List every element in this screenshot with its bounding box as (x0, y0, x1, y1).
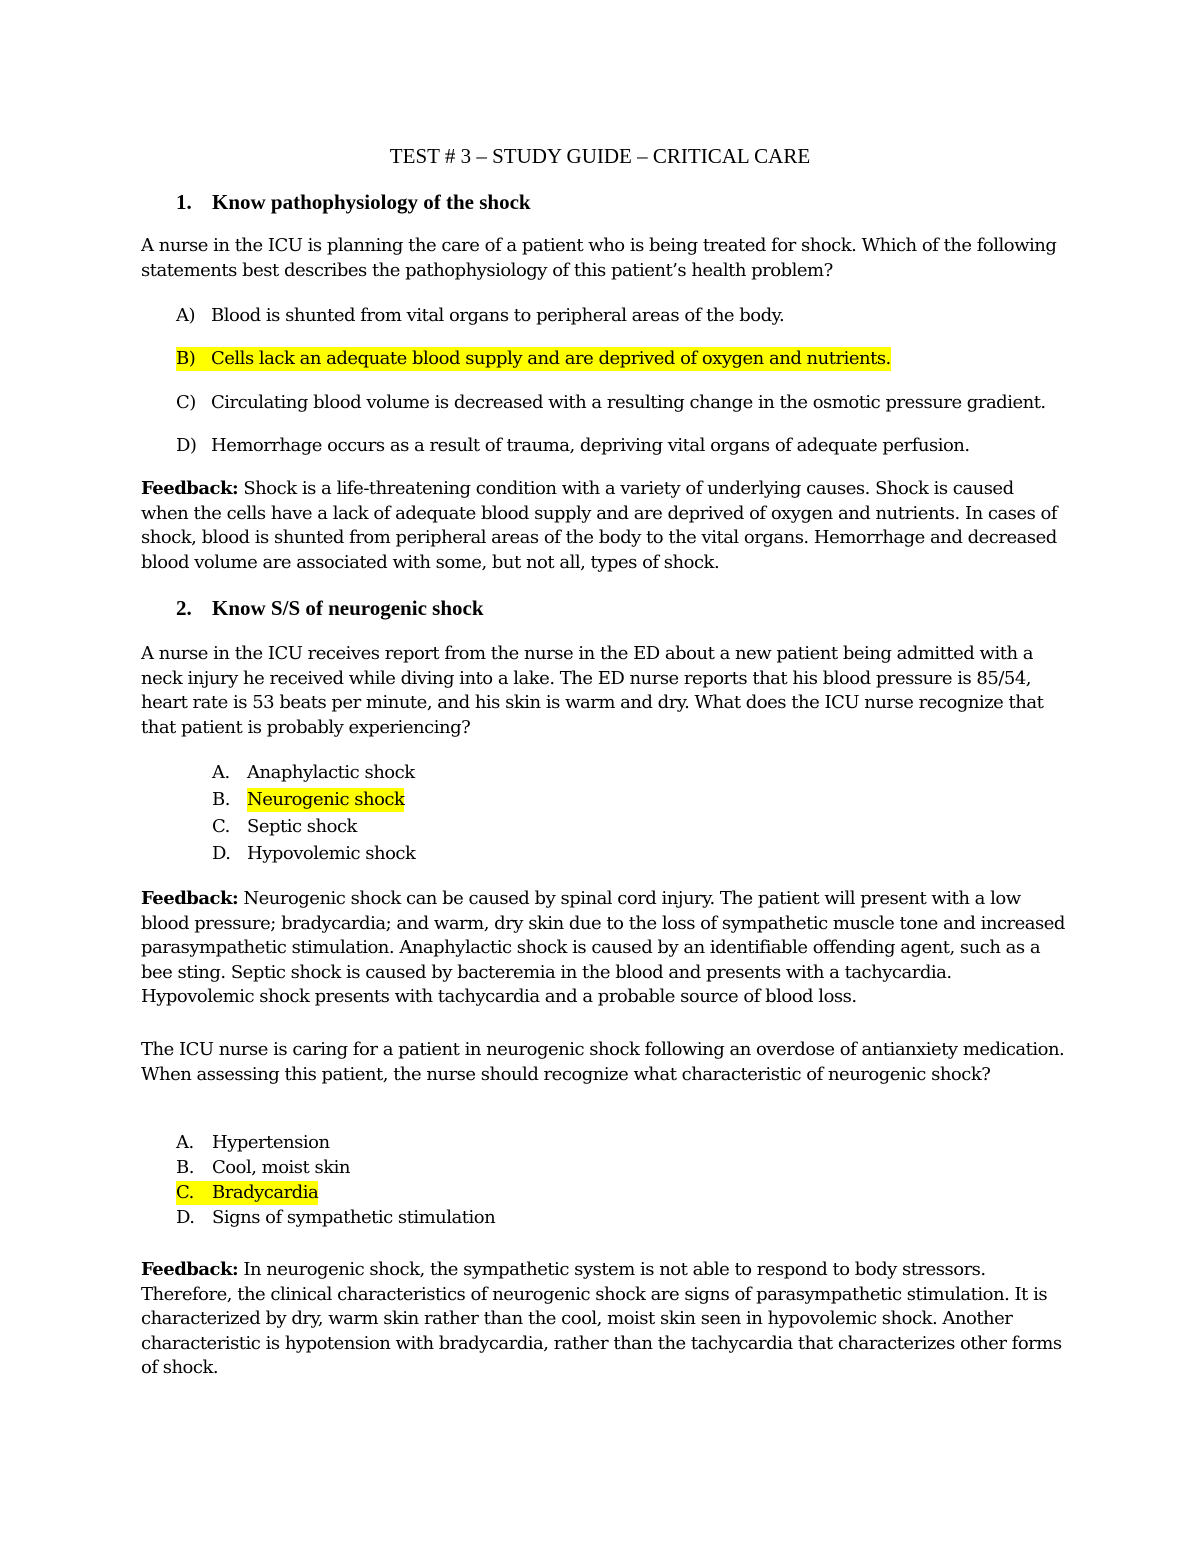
question-1-option-c (176, 391, 1046, 415)
feedback-text: In neurogenic shock, the sympathetic system is not able to respond to body stressors. Therefore, the clinical characteristics of neurogenic shock are signs of parasympathetic stimulation. It is characterized by dry, warm skin rather than the cool, moist skin seen in hypovolemic shock. Another characteristic is hypotension with bradycardia, rather than the tachycardia that characterizes other forms of shock. (141, 1259, 1062, 1378)
question-1-text: A nurse in the ICU is planning the care of a patient who is being treated for shock. Which of the following statements best describes the pathophysiology of this patient’s health problem? (141, 235, 1057, 281)
option-letter: D. (212, 843, 231, 864)
option-letter: A) (176, 305, 196, 326)
question-1-option-d (176, 434, 970, 458)
option-text: Septic shock (247, 816, 357, 837)
option-letter: C. (176, 1182, 194, 1203)
feedback-1 (141, 477, 1066, 575)
option-text: Hemorrhage occurs as a result of trauma, depriving vital organs of adequate perfusion. (211, 435, 970, 456)
option-text: Bradycardia (212, 1182, 319, 1203)
feedback-3 (141, 1258, 1066, 1381)
section-2-number: 2. (176, 596, 192, 620)
option-text: Cells lack an adequate blood supply and are deprived of oxygen and nutrients. (211, 348, 891, 369)
option-text: Blood is shunted from vital organs to peripheral areas of the body. (211, 305, 785, 326)
feedback-text: Shock is a life-threatening condition with a variety of underlying causes. Shock is caused when the cells have a lack of adequate blood supply and are deprived of oxygen and nutrients. In cases of shock, blood is shunted from peripheral areas of the body to the vital organs. Hemorrhage and decreased blood volume are associated with some, but not all, types of shock. (141, 478, 1058, 573)
option-letter: B) (176, 348, 196, 369)
option-letter: D. (176, 1207, 195, 1228)
feedback-label: Feedback: (141, 478, 239, 499)
option-text: Cool, moist skin (212, 1157, 350, 1178)
document-title: TEST # 3 – STUDY GUIDE – CRITICAL CARE (389, 144, 811, 168)
option-letter: C) (176, 392, 196, 413)
option-letter: B. (176, 1157, 194, 1178)
question-2 (141, 642, 1066, 740)
question-1-option-b (176, 347, 891, 371)
option-letter: B. (212, 789, 230, 810)
option-text: Hypertension (212, 1132, 330, 1153)
section-1-number: 1. (176, 190, 192, 214)
option-text: Hypovolemic shock (247, 843, 416, 864)
question-3-option-c (176, 1181, 318, 1205)
feedback-label: Feedback: (141, 888, 239, 909)
option-letter: A. (176, 1132, 194, 1153)
question-3-text: The ICU nurse is caring for a patient in neurogenic shock following an overdose of antianxiety medication. When assessing this patient, the nurse should recognize what characteristic of neurogenic shock? (141, 1039, 1065, 1085)
feedback-text: Neurogenic shock can be caused by spinal cord injury. The patient will present with a low blood pressure; bradycardia; and warm, dry skin due to the loss of sympathetic muscle tone and increased parasympathetic stimulation. Anaphylactic shock is caused by an identifiable offending agent, such as a bee sting. Septic shock is caused by bacteremia in the blood and presents with a tachycardia. Hypovolemic shock presents with tachycardia and a probable source of blood loss. (141, 888, 1065, 1007)
section-1-title: Know pathophysiology of the shock (212, 190, 531, 214)
question-1-option-a (176, 304, 784, 328)
feedback-2 (141, 887, 1066, 1010)
feedback-label: Feedback: (141, 1259, 239, 1280)
question-3 (141, 1038, 1066, 1087)
question-1 (141, 234, 1066, 283)
option-text: Neurogenic shock (247, 789, 405, 810)
question-2-text: A nurse in the ICU receives report from the nurse in the ED about a new patient being admitted with a neck injury he received while diving into a lake. The ED nurse reports that his blood pressure is 85/54, heart rate is 53 beats per minute, and his skin is warm and dry. What does the ICU nurse recognize that that patient is probably experiencing? (141, 643, 1044, 738)
section-2-title: Know S/S of neurogenic shock (212, 596, 484, 620)
option-text: Signs of sympathetic stimulation (212, 1207, 496, 1228)
option-text: Anaphylactic shock (247, 762, 415, 783)
option-text: Circulating blood volume is decreased with a resulting change in the osmotic pressure gradient. (211, 392, 1046, 413)
option-letter: A. (212, 762, 230, 783)
option-letter: D) (176, 435, 197, 456)
option-letter: C. (212, 816, 230, 837)
